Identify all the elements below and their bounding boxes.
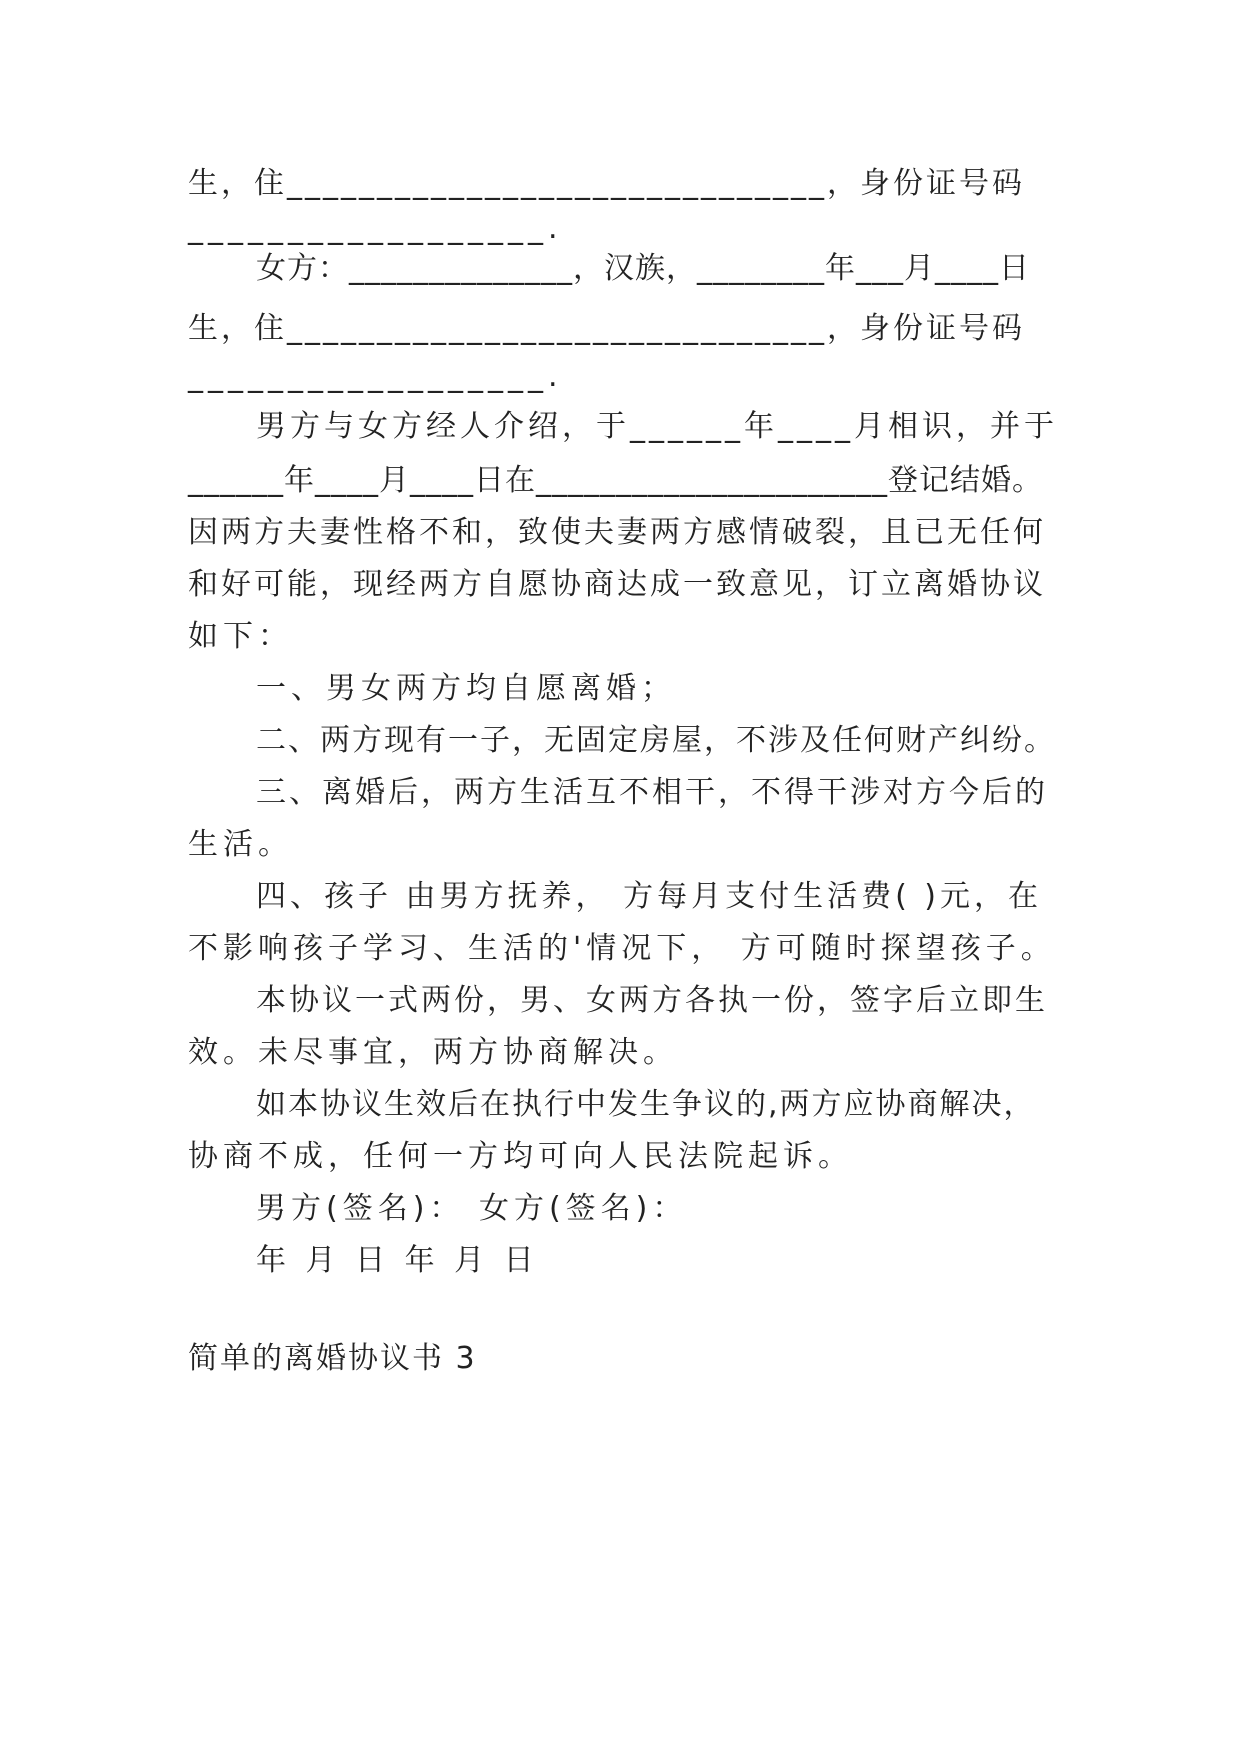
text-line-3: 女方：______________，汉族，________年___月____日 — [256, 251, 1030, 286]
text-line-18: 效。未尽事宜，两方协商解决。 — [188, 1035, 678, 1070]
text-line-16: 不影响孩子学习、生活的'情况下， 方可随时探望孩子。 — [188, 931, 1056, 966]
text-line-5: __________________. — [188, 359, 563, 394]
text-line-11: 一、男女两方均自愿离婚； — [256, 671, 676, 706]
text-line-1: 生，住______________________________，身份证号码 — [188, 166, 1025, 201]
text-line-12: 二、两方现有一子，无固定房屋，不涉及任何财产纠纷。 — [256, 723, 1056, 758]
date-line: 年 月 日 年 月 日 — [256, 1243, 539, 1278]
text-line-7: ______年____月____日在______________________登记结婚。 — [188, 463, 1043, 498]
text-line-20: 协商不成，任何一方均可向人民法院起诉。 — [188, 1139, 853, 1174]
text-line-8: 因两方夫妻性格不和，致使夫妻两方感情破裂，且已无任何 — [188, 515, 1046, 550]
text-line-9: 和好可能，现经两方自愿协商达成一致意见，订立离婚协议 — [188, 567, 1046, 602]
text-line-15: 四、孩子 由男方抚养， 方每月支付生活费( )元，在 — [256, 879, 1043, 914]
text-line-13: 三、离婚后，两方生活互不相干，不得干涉对方今后的 — [256, 775, 1048, 810]
text-line-19: 如本协议生效后在执行中发生争议的,两方应协商解决， — [256, 1087, 1036, 1122]
text-line-10: 如下： — [188, 619, 293, 654]
section-heading: 简单的离婚协议书 3 — [188, 1341, 477, 1376]
text-line-14: 生活。 — [188, 827, 293, 862]
signature-line: 男方(签名)： 女方(签名)： — [256, 1191, 688, 1226]
text-line-17: 本协议一式两份，男、女两方各执一份，签字后立即生 — [256, 983, 1048, 1018]
text-line-4: 生，住______________________________，身份证号码 — [188, 311, 1025, 346]
text-line-6: 男方与女方经人介绍，于______年____月相识，并于 — [256, 409, 1058, 444]
text-line-2: __________________. — [188, 211, 563, 246]
